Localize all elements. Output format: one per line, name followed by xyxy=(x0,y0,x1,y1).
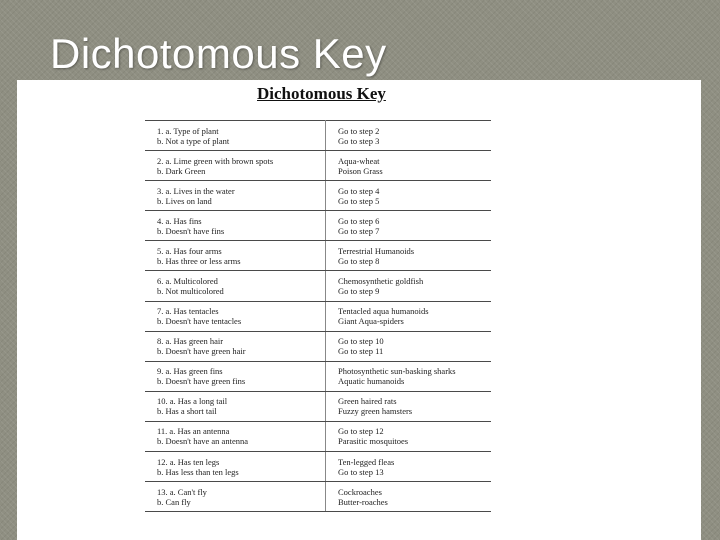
key-question-cell xyxy=(145,331,326,361)
key-result-a: Chemosynthetic goldfish xyxy=(338,276,424,287)
key-result-cell xyxy=(326,211,492,241)
key-result-b: Go to step 8 xyxy=(338,255,380,266)
key-question-cell xyxy=(145,301,326,331)
key-result-b: Giant Aqua-spiders xyxy=(338,316,404,327)
key-result-cell xyxy=(326,121,492,151)
key-row xyxy=(145,301,491,331)
key-result-a: Go to step 4 xyxy=(338,185,380,196)
key-result-b: Butter-roaches xyxy=(338,496,388,507)
key-option-b: b. Dark Green xyxy=(157,165,206,176)
key-question-cell xyxy=(145,452,326,482)
key-option-a: 4. a. Has fins xyxy=(157,215,202,226)
key-result-b: Go to step 3 xyxy=(338,135,380,146)
key-option-b: b. Can fly xyxy=(157,496,191,507)
key-option-a: 3. a. Lives in the water xyxy=(157,185,235,196)
key-result-cell xyxy=(326,301,492,331)
key-result-cell xyxy=(326,331,492,361)
dichotomous-key-table xyxy=(145,120,491,512)
key-option-a: 7. a. Has tentacles xyxy=(157,306,219,317)
key-result-cell xyxy=(326,452,492,482)
key-result-cell xyxy=(326,421,492,451)
key-result-a: Go to step 2 xyxy=(338,125,380,136)
key-option-a: 11. a. Has an antenna xyxy=(157,426,230,437)
key-result-a: Go to step 6 xyxy=(338,215,380,226)
document-title: Dichotomous Key xyxy=(257,84,386,103)
key-question-cell xyxy=(145,421,326,451)
key-result-cell xyxy=(326,181,492,211)
key-option-b: b. Doesn't have an antenna xyxy=(157,436,248,447)
key-option-a: 13. a. Can't fly xyxy=(157,486,207,497)
key-result-cell xyxy=(326,482,492,512)
key-option-a: 2. a. Lime green with brown spots xyxy=(157,155,274,166)
slide-title: Dichotomous Key xyxy=(50,30,387,77)
key-question-cell xyxy=(145,181,326,211)
key-result-a: Go to step 10 xyxy=(338,336,384,347)
key-result-a: Cockroaches xyxy=(338,486,382,497)
key-row xyxy=(145,241,491,271)
key-option-a: 9. a. Has green fins xyxy=(157,366,223,377)
key-question-cell xyxy=(145,121,326,151)
key-question-cell xyxy=(145,151,326,181)
key-question-cell xyxy=(145,241,326,271)
key-result-a: Green haired rats xyxy=(338,396,397,407)
key-option-a: 10. a. Has a long tail xyxy=(157,396,228,407)
key-result-cell xyxy=(326,361,492,391)
key-option-a: 8. a. Has green hair xyxy=(157,336,224,347)
key-result-cell xyxy=(326,391,492,421)
key-result-b: Go to step 7 xyxy=(338,225,380,236)
key-result-b: Poison Grass xyxy=(338,165,383,176)
key-result-cell xyxy=(326,271,492,301)
key-result-a: Go to step 12 xyxy=(338,426,384,437)
key-row xyxy=(145,452,491,482)
key-row xyxy=(145,121,491,151)
key-question-cell xyxy=(145,361,326,391)
key-result-cell xyxy=(326,151,492,181)
key-result-b: Go to step 13 xyxy=(338,466,384,477)
key-option-b: b. Doesn't have green hair xyxy=(157,346,246,357)
key-result-b: Fuzzy green hamsters xyxy=(338,406,413,417)
key-option-a: 12. a. Has ten legs xyxy=(157,456,220,467)
key-result-cell xyxy=(326,241,492,271)
key-question-cell xyxy=(145,211,326,241)
key-result-b: Parasitic mosquitoes xyxy=(338,436,409,447)
key-option-b: b. Not multicolored xyxy=(157,286,224,297)
key-option-b: b. Has three or less arms xyxy=(157,255,241,266)
key-question-cell xyxy=(145,482,326,512)
key-row xyxy=(145,482,491,512)
key-option-a: 6. a. Multicolored xyxy=(157,276,218,287)
key-question-cell xyxy=(145,271,326,301)
key-result-a: Aqua-wheat xyxy=(338,155,380,166)
key-result-b: Go to step 11 xyxy=(338,346,384,357)
key-row xyxy=(145,211,491,241)
key-option-b: b. Doesn't have fins xyxy=(157,225,225,236)
key-option-a: 5. a. Has four arms xyxy=(157,245,222,256)
key-row xyxy=(145,181,491,211)
key-option-a: 1. a. Type of plant xyxy=(157,125,219,136)
key-option-b: b. Doesn't have green fins xyxy=(157,376,246,387)
key-option-b: b. Has less than ten legs xyxy=(157,466,239,477)
key-row xyxy=(145,331,491,361)
key-result-b: Go to step 5 xyxy=(338,195,380,206)
key-question-cell xyxy=(145,391,326,421)
key-row xyxy=(145,421,491,451)
key-result-a: Photosynthetic sun-basking sharks xyxy=(338,366,456,377)
key-option-b: b. Lives on land xyxy=(157,195,212,206)
key-option-b: b. Has a short tail xyxy=(157,406,217,417)
key-result-a: Tentacled aqua humanoids xyxy=(338,306,429,317)
key-result-a: Ten-legged fleas xyxy=(338,456,395,467)
key-option-b: b. Not a type of plant xyxy=(157,135,230,146)
key-result-b: Go to step 9 xyxy=(338,286,380,297)
key-row xyxy=(145,271,491,301)
key-result-a: Terrestrial Humanoids xyxy=(338,245,415,256)
key-row xyxy=(145,151,491,181)
key-row xyxy=(145,361,491,391)
key-option-b: b. Doesn't have tentacles xyxy=(157,316,242,327)
key-row xyxy=(145,391,491,421)
document-page xyxy=(17,80,701,540)
key-result-b: Aquatic humanoids xyxy=(338,376,405,387)
